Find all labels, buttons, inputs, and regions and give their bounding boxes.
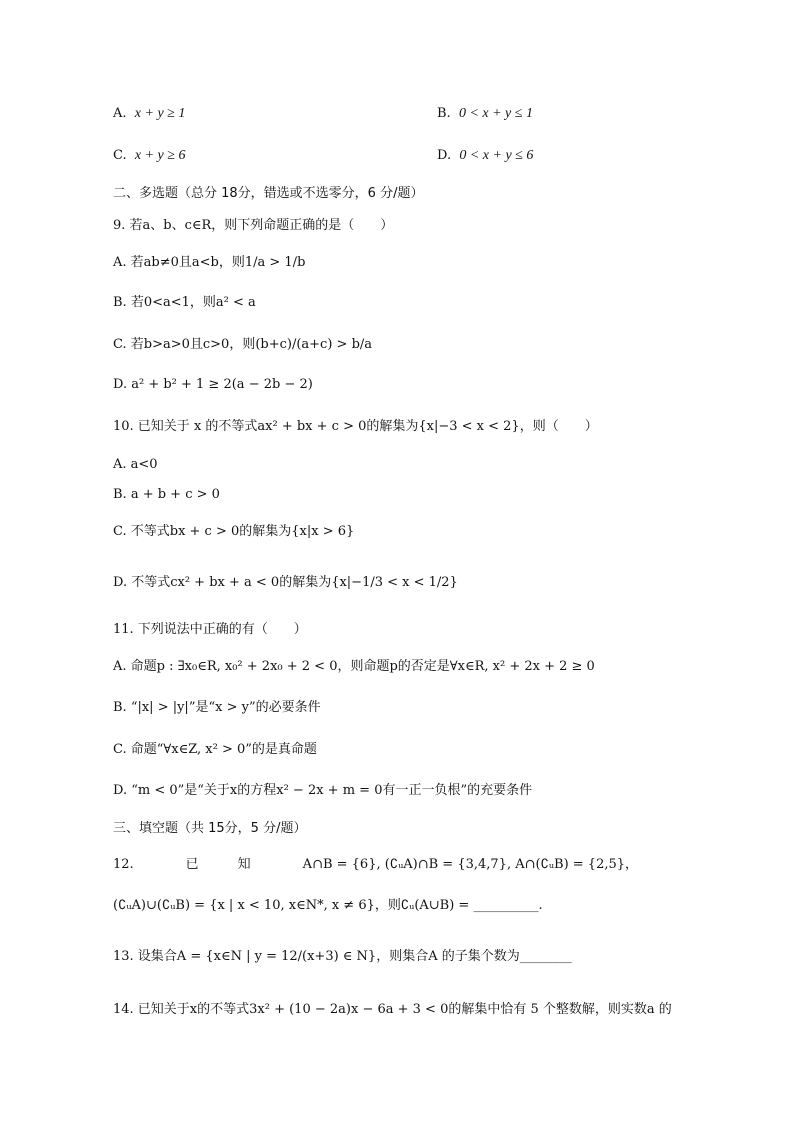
q10-option-b: B. a + b + c > 0 [113,487,220,502]
q9-stem: 9. 若a、b、c∈R，则下列命题正确的是（ ） [113,218,394,233]
q11-option-d: D. “m < 0”是“关于x的方程x² − 2x + m = 0有一正一负根”的充要条件 [113,783,533,798]
option-label: A. [113,106,127,121]
option-expr: x + y ≥ 6 [134,148,186,163]
q11-stem: 11. 下列说法中正确的有（ ） [113,622,307,637]
option-label: D. [437,148,452,163]
q10-option-a: A. a<0 [113,457,158,472]
q8-option-d [437,146,533,166]
q12-line-2: (∁ᵤA)∪(∁ᵤB) = {x | x < 10, x∈N*, x ≠ 6}，则∁ᵤ(A∪B) = __________. [113,898,543,913]
section-2-title: 二、多选题（总分 18分，错选或不选零分，6 分/题） [113,186,424,201]
option-label: C. [113,148,127,163]
q12-line-1: 12. 已 知 A∩B = {6}, (∁ᵤA)∩B = {3,4,7}, A∩(∁ᵤB) = {2,5}， [113,857,639,872]
option-label: B. [437,106,451,121]
q9-option-d: D. a² + b² + 1 ≥ 2(a − 2b − 2) [113,377,313,392]
q10-option-d: D. 不等式cx² + bx + a < 0的解集为{x|−1/3 < x < 1/2} [113,575,458,590]
q9-option-a: A. 若ab≠0且a<b，则1/a > 1/b [113,255,306,270]
q11-option-a: A. 命题p : ∃x₀∈R, x₀² + 2x₀ + 2 < 0，则命题p的否定是∀x∈R, x² + 2x + 2 ≥ 0 [113,659,595,674]
q14-text: 14. 已知关于x的不等式3x² + (10 − 2a)x − 6a + 3 < 0的解集中恰有 5 个整数解，则实数a 的 [113,1002,672,1017]
q9-option-b: B. 若0<a<1，则a² < a [113,295,256,310]
q11-option-c: C. 命题“∀x∈Z, x² > 0”的是真命题 [113,742,317,757]
option-expr: x + y ≥ 1 [134,106,186,121]
q8-option-c [113,146,185,166]
q8-option-a [113,104,185,124]
section-3-title: 三、填空题（共 15分，5 分/题） [113,821,307,836]
q9-option-c: C. 若b>a>0且c>0，则(b+c)/(a+c) > b/a [113,337,373,352]
q11-option-b: B. “|x| > |y|”是“x > y”的必要条件 [113,700,321,715]
q8-option-b [437,104,533,124]
option-expr: 0 < x + y ≤ 1 [458,106,533,121]
q13-text: 13. 设集合A = {x∈N | y = 12/(x+3) ∈ N}，则集合A 的子集个数为________ [113,949,572,964]
q10-stem: 10. 已知关于 x 的不等式ax² + bx + c > 0的解集为{x|−3 < x < 2}，则（ ） [113,419,598,434]
q10-option-c: C. 不等式bx + c > 0的解集为{x|x > 6} [113,524,355,539]
option-expr: 0 < x + y ≤ 6 [459,148,534,163]
